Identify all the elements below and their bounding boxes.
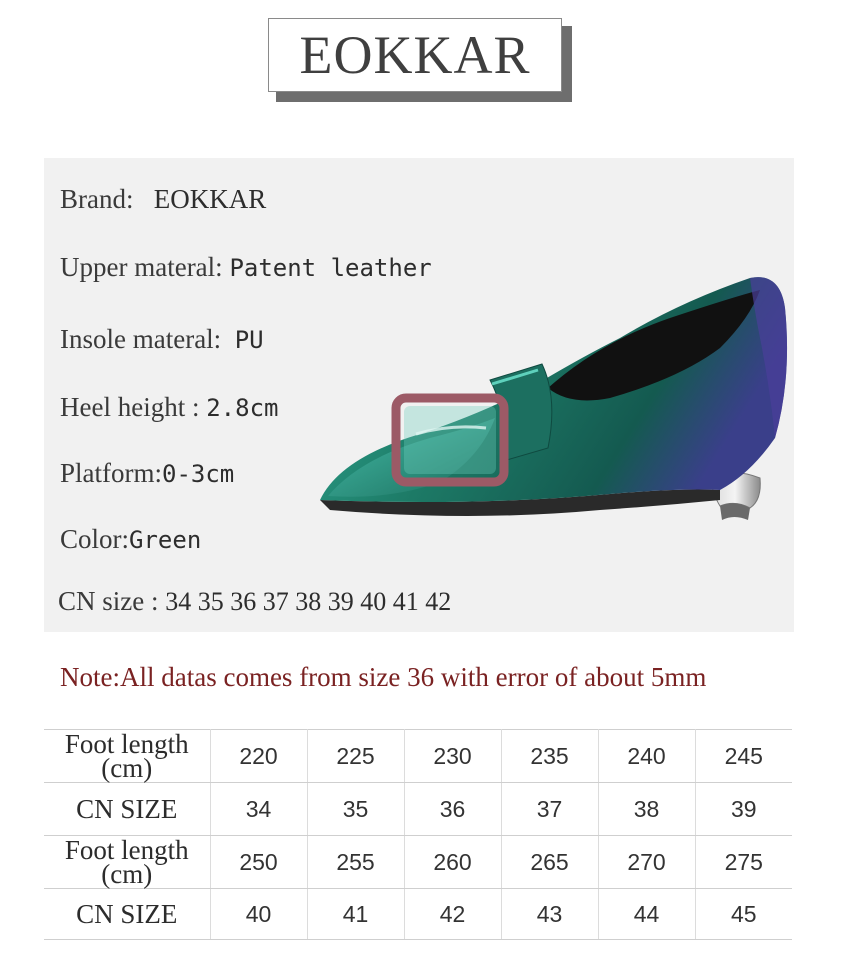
size-note: Note:All datas comes from size 36 with error of about 5mm: [60, 662, 707, 692]
table-cell: 42: [404, 889, 501, 940]
spec-upper-value: Patent leather: [229, 254, 432, 282]
table-cell: 275: [695, 836, 792, 889]
table-cell: 45: [695, 889, 792, 940]
table-cell: 230: [404, 730, 501, 783]
spec-brand: [60, 184, 266, 215]
spec-color-label: Color:: [60, 524, 130, 554]
spec-panel: [44, 158, 794, 632]
spec-insole-label: Insole materal:: [60, 324, 222, 354]
brand-logo-text: EOKKAR: [268, 18, 562, 92]
spec-color-value: Green: [129, 526, 202, 554]
spec-cn-size: [58, 586, 451, 617]
table-cell: 255: [307, 836, 404, 889]
table-cell: 39: [695, 783, 792, 836]
spec-cn-size-value: 34 35 36 37 38 39 40 41 42: [165, 587, 452, 616]
foot-length-header-line2: (cm): [101, 859, 153, 889]
spec-insole-value: PU: [234, 326, 264, 354]
cn-size-header: CN SIZE: [44, 783, 210, 836]
spec-upper-label: Upper materal:: [60, 252, 223, 282]
spec-upper: [60, 252, 432, 283]
table-cell: 40: [210, 889, 307, 940]
table-cell: 260: [404, 836, 501, 889]
table-cell: 240: [598, 730, 695, 783]
table-row: [44, 783, 792, 836]
spec-brand-value: EOKKAR: [153, 184, 267, 214]
table-cell: 245: [695, 730, 792, 783]
table-cell: 41: [307, 889, 404, 940]
table-row: [44, 730, 792, 783]
spec-platform-label: Platform:: [60, 458, 162, 488]
spec-heel-label: Heel height :: [60, 392, 200, 422]
table-cell: 38: [598, 783, 695, 836]
foot-length-header-line2: (cm): [101, 753, 153, 783]
foot-length-header-line1: Foot length: [64, 729, 189, 759]
shoe-image: [280, 238, 794, 588]
table-cell: 35: [307, 783, 404, 836]
spec-insole: [60, 324, 264, 355]
table-cell: 265: [501, 836, 598, 889]
table-cell: 270: [598, 836, 695, 889]
brand-logo: [268, 18, 574, 104]
table-cell: 37: [501, 783, 598, 836]
spec-platform: [60, 458, 234, 489]
table-row: [44, 836, 792, 889]
table-cell: 44: [598, 889, 695, 940]
spec-platform-value: 0-3cm: [162, 460, 235, 488]
table-cell: 34: [210, 783, 307, 836]
table-cell: 225: [307, 730, 404, 783]
table-cell: 36: [404, 783, 501, 836]
table-cell: 43: [501, 889, 598, 940]
foot-length-header: [44, 730, 210, 783]
foot-length-header: [44, 836, 210, 889]
size-table: [44, 729, 792, 940]
table-cell: 235: [501, 730, 598, 783]
table-cell: 250: [210, 836, 307, 889]
spec-heel: [60, 392, 278, 423]
cn-size-header: CN SIZE: [44, 889, 210, 940]
spec-heel-value: 2.8cm: [206, 394, 279, 422]
table-row: [44, 889, 792, 940]
table-cell: 220: [210, 730, 307, 783]
foot-length-header-line1: Foot length: [64, 835, 189, 865]
spec-color: [60, 524, 201, 555]
spec-cn-size-label: CN size :: [58, 586, 159, 616]
spec-brand-label: Brand:: [60, 184, 134, 214]
